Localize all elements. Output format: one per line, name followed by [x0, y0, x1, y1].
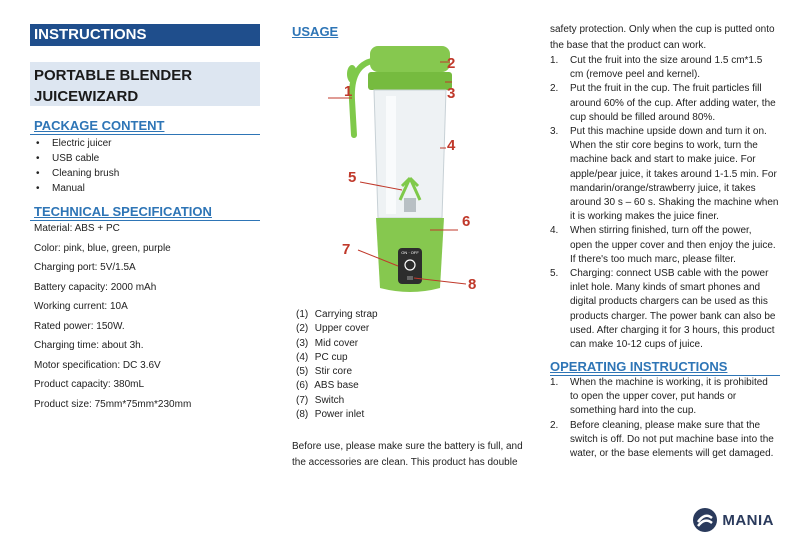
- step-number: 1.: [550, 55, 559, 66]
- mania-logo-icon: [692, 507, 718, 533]
- step-line: If there's too much marc, please filter.: [570, 253, 736, 265]
- spec-item: Color: pink, blue, green, purple: [34, 242, 171, 254]
- part-item: [296, 379, 516, 393]
- step-number: 5.: [550, 268, 559, 280]
- power-inlet-shape: [407, 276, 413, 280]
- part-item: [296, 365, 516, 379]
- technical-spec-heading: TECHNICAL SPECIFICATION: [34, 204, 212, 219]
- step-line: machine back and start to make juice. For: [570, 154, 756, 166]
- usage-steps-list: [550, 54, 782, 352]
- step-line: cup should be filled around 80%.: [570, 111, 716, 123]
- note-line-1: Before use, please make sure the battery is full, and: [292, 441, 523, 452]
- callout-8: 8: [468, 276, 477, 293]
- part-item: [296, 351, 516, 365]
- part-number: (1): [296, 309, 309, 320]
- note-line-2: the accessories are clean. This product has double: [292, 456, 518, 468]
- step-item: [550, 125, 782, 224]
- strap-ring: [347, 65, 357, 83]
- blender-illustration: [290, 40, 530, 302]
- step-line: products charger. The power bank can also be: [570, 310, 776, 322]
- callout-5: 5: [348, 169, 357, 186]
- blade-hub: [404, 198, 416, 212]
- safety-intro: [550, 22, 790, 53]
- step-line: Put the fruit in the cup. The fruit particles fill: [570, 83, 762, 95]
- step-line: When stirring finished, turn off the power,: [570, 225, 752, 237]
- step-item: [550, 267, 782, 352]
- part-label: Power inlet: [314, 409, 365, 421]
- instructions-header: INSTRUCTIONS: [30, 24, 260, 46]
- spec-item: Product capacity: 380mL: [34, 379, 145, 390]
- step-line: switch is off. Do not put machine base into the: [570, 433, 774, 445]
- part-number: (4): [296, 351, 309, 363]
- spec-item: Charging time: about 3h.: [34, 340, 144, 351]
- callout-4: 4: [447, 137, 456, 154]
- step-line: mandarin/orange/strawberry juice, it takes: [570, 182, 756, 194]
- part-number: (5): [296, 366, 309, 378]
- spec-item: Working current: 10A: [34, 301, 128, 312]
- step-number: 2.: [550, 83, 559, 95]
- part-label: PC cup: [314, 351, 348, 363]
- spec-item: Motor specification: DC 3.6V: [34, 359, 161, 371]
- part-item: [296, 337, 516, 351]
- before-use-note: [292, 439, 532, 470]
- step-line: used. After charging it for 3 hours, this product: [570, 324, 775, 336]
- package-content-heading: PACKAGE CONTENT: [34, 118, 165, 133]
- step-line: When the machine is working, it is prohibited: [570, 377, 768, 388]
- step-item: [550, 419, 782, 462]
- operating-steps-list: [550, 376, 782, 461]
- intro-line-2: the base that the product can work.: [550, 39, 707, 51]
- part-label: Mid cover: [314, 337, 359, 349]
- spec-item: Rated power: 150W.: [34, 320, 125, 332]
- parts-list: [296, 308, 516, 422]
- step-line: When the stir core begins to work, turn the: [570, 140, 758, 152]
- step-line: apple/pear juice, it takes around 1-1.5 min. For: [570, 168, 777, 180]
- part-number: (6): [296, 380, 309, 392]
- callout-1: 1: [344, 83, 353, 100]
- step-line: digital products chargers can be used as this: [570, 296, 768, 308]
- step-line: can make 10-12 cups of juice.: [570, 339, 703, 351]
- operating-instructions-heading: OPERATING INSTRUCTIONS: [550, 359, 728, 374]
- spec-list: [34, 219, 264, 414]
- package-divider: [30, 134, 260, 135]
- callout-6: 6: [462, 213, 471, 230]
- step-item: [550, 82, 782, 125]
- spec-item: Charging port: 5V/1.5A: [34, 262, 136, 273]
- step-line: something hard into the cup.: [570, 405, 697, 417]
- spec-item: Battery capacity: 2000 mAh: [34, 281, 157, 293]
- brand-logo: [692, 507, 774, 533]
- step-item: [550, 376, 782, 419]
- step-line: it is working makes the juice finer.: [570, 211, 719, 223]
- part-number: (8): [296, 409, 309, 421]
- product-title-line2: JUICEWIZARD: [34, 88, 139, 105]
- part-item: [296, 408, 516, 422]
- step-line: Cut the fruit into the size around 1.5 cm*1.5: [570, 55, 763, 66]
- callout-3: 3: [447, 85, 456, 102]
- part-number: (7): [296, 394, 309, 406]
- step-number: 2.: [550, 419, 559, 431]
- step-line: around 30 s – 60 s. Shaking the machine when: [570, 197, 779, 209]
- part-label: Upper cover: [314, 323, 370, 335]
- spec-item: Material: ABS + PC: [34, 223, 120, 234]
- usage-heading: USAGE: [292, 24, 339, 39]
- mid-cover-shape: [368, 72, 452, 90]
- step-number: 4.: [550, 225, 559, 237]
- step-line: Charging: connect USB cable with the power: [570, 268, 769, 280]
- intro-line-1: safety protection. Only when the cup is putted onto: [550, 24, 775, 35]
- callout-2: 2: [447, 55, 456, 72]
- step-item: [550, 224, 782, 267]
- step-line: cm (remove peel and kernel).: [570, 69, 701, 81]
- part-item: [296, 322, 516, 336]
- product-title: [30, 62, 260, 106]
- part-label: Carrying strap: [314, 309, 378, 320]
- callout-7: 7: [342, 241, 351, 258]
- part-item: [296, 394, 516, 408]
- step-line: inlet hole. Many kinds of smart phones and: [570, 282, 761, 294]
- step-number: 3.: [550, 126, 559, 138]
- package-item: • Electric juicer: [30, 136, 260, 151]
- step-line: to open the upper cover, put hands or: [570, 391, 737, 403]
- package-list: [30, 136, 260, 196]
- part-label: ABS base: [314, 380, 359, 392]
- step-item: [550, 54, 782, 82]
- package-item: • Manual: [30, 181, 260, 196]
- part-item: [296, 308, 516, 322]
- package-item: • USB cable: [30, 151, 260, 166]
- step-line: water, or the base elements will get damaged.: [570, 448, 774, 460]
- package-item: • Cleaning brush: [30, 166, 260, 181]
- switch-label: ON · OFF: [401, 250, 419, 255]
- part-number: (2): [296, 323, 309, 335]
- step-line: open the upper cover and then enjoy the juice.: [570, 239, 776, 251]
- upper-cover-shape: [370, 46, 450, 72]
- step-line: around 60% of the cup. After adding water, the: [570, 97, 776, 109]
- logo-text: MANIA: [722, 511, 774, 529]
- step-line: Before cleaning, please make sure that the: [570, 419, 761, 431]
- part-label: Stir core: [314, 366, 353, 378]
- part-label: Switch: [314, 394, 345, 406]
- step-line: Put this machine upside down and turn it on.: [570, 126, 767, 138]
- part-number: (3): [296, 337, 309, 349]
- product-title-line1: PORTABLE BLENDER: [34, 67, 193, 84]
- cup-highlight: [386, 96, 396, 214]
- step-number: 1.: [550, 377, 559, 388]
- spec-item: Product size: 75mm*75mm*230mm: [34, 398, 192, 410]
